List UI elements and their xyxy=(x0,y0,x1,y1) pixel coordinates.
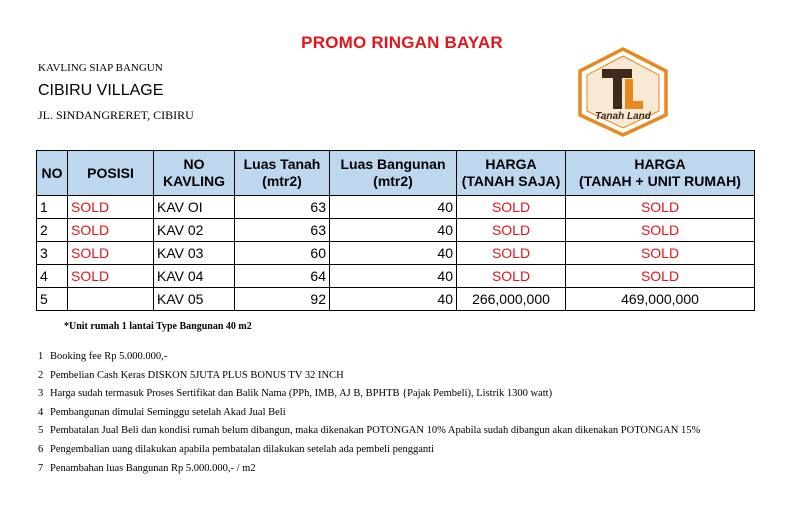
cell-no: 5 xyxy=(37,288,68,311)
header-luas-tanah: Luas Tanah (mtr2) xyxy=(235,151,330,196)
cell-no: 4 xyxy=(37,265,68,288)
cell-harga-unit: SOLD xyxy=(566,242,755,265)
cell-posisi: SOLD xyxy=(68,196,154,219)
cell-kavling: KAV OI xyxy=(154,196,235,219)
cell-harga-tanah: SOLD xyxy=(457,242,566,265)
note-item: 6 Pengembalian uang dilakukan apabila pembatalan dilakukan setelah ada pembeli pengganti xyxy=(38,443,434,455)
table-footnote: *Unit rumah 1 lantai Type Bangunan 40 m2 xyxy=(64,321,252,332)
cell-luas-bangunan: 40 xyxy=(330,219,457,242)
table-row xyxy=(37,196,755,219)
cell-posisi xyxy=(68,288,154,311)
cell-posisi: SOLD xyxy=(68,219,154,242)
cell-luas-bangunan: 40 xyxy=(330,288,457,311)
cell-luas-tanah: 63 xyxy=(235,196,330,219)
cell-kavling: KAV 02 xyxy=(154,219,235,242)
cell-no: 1 xyxy=(37,196,68,219)
cell-luas-tanah: 60 xyxy=(235,242,330,265)
cell-luas-bangunan: 40 xyxy=(330,242,457,265)
tanah-land-logo xyxy=(576,47,670,137)
table-row xyxy=(37,219,755,242)
cell-harga-unit: SOLD xyxy=(566,219,755,242)
header-no: NO xyxy=(37,151,68,196)
cell-luas-bangunan: 40 xyxy=(330,265,457,288)
cell-posisi: SOLD xyxy=(68,265,154,288)
cell-luas-bangunan: 40 xyxy=(330,196,457,219)
cell-kavling: KAV 04 xyxy=(154,265,235,288)
cell-kavling: KAV 03 xyxy=(154,242,235,265)
cell-harga-tanah: 266,000,000 xyxy=(457,288,566,311)
address: JL. SINDANGRERET, CIBIRU xyxy=(38,108,194,122)
table-row xyxy=(37,242,755,265)
note-item: 2 Pembelian Cash Keras DISKON 5JUTA PLUS BONUS TV 32 INCH xyxy=(38,369,344,381)
header-harga-unit: HARGA (TANAH + UNIT RUMAH) xyxy=(566,151,755,196)
subtitle: KAVLING SIAP BANGUN xyxy=(38,62,163,74)
cell-posisi: SOLD xyxy=(68,242,154,265)
cell-harga-tanah: SOLD xyxy=(457,265,566,288)
table-header-row xyxy=(37,151,755,196)
note-item: 3 Harga sudah termasuk Proses Sertifikat dan Balik Nama (PPh, IMB, AJ B, BPHTB {Pajak Pembeli), Listrik 1300 watt) xyxy=(38,388,553,400)
note-item: 5 Pembatalan Jual Beli dan kondisi rumah belum dibangun, maka dikenakan POTONGAN 10% Apabila sudah dibangun akan dikenakan POTONGAN 15% xyxy=(38,425,701,437)
cell-luas-tanah: 63 xyxy=(235,219,330,242)
cell-luas-tanah: 92 xyxy=(235,288,330,311)
cell-harga-unit: 469,000,000 xyxy=(566,288,755,311)
note-item: 1 Booking fee Rp 5.000.000,- xyxy=(38,351,168,362)
header-harga-tanah: HARGA (TANAH SAJA) xyxy=(457,151,566,196)
cell-harga-unit: SOLD xyxy=(566,196,755,219)
table-row xyxy=(37,288,755,311)
table-row xyxy=(37,265,755,288)
cell-kavling: KAV 05 xyxy=(154,288,235,311)
cell-luas-tanah: 64 xyxy=(235,265,330,288)
cell-harga-unit: SOLD xyxy=(566,265,755,288)
note-item: 7 Penambahan luas Bangunan Rp 5.000.000,- / m2 xyxy=(38,462,256,474)
price-table xyxy=(36,150,755,311)
cell-harga-tanah: SOLD xyxy=(457,196,566,219)
header-luas-bangunan: Luas Bangunan (mtr2) xyxy=(330,151,457,196)
cell-no: 2 xyxy=(37,219,68,242)
cell-harga-tanah: SOLD xyxy=(457,219,566,242)
project-name: CIBIRU VILLAGE xyxy=(38,82,164,99)
header-kavling: NO KAVLING xyxy=(154,151,235,196)
promo-title: PROMO RINGAN BAYAR xyxy=(301,33,503,52)
logo-brand-text: Tanah Land xyxy=(595,111,651,122)
notes-list xyxy=(38,348,700,478)
header-posisi: POSISI xyxy=(68,151,154,196)
note-item: 4 Pembangunan dimulai Seminggu setelah Akad Jual Beli xyxy=(38,406,286,418)
cell-no: 3 xyxy=(37,242,68,265)
